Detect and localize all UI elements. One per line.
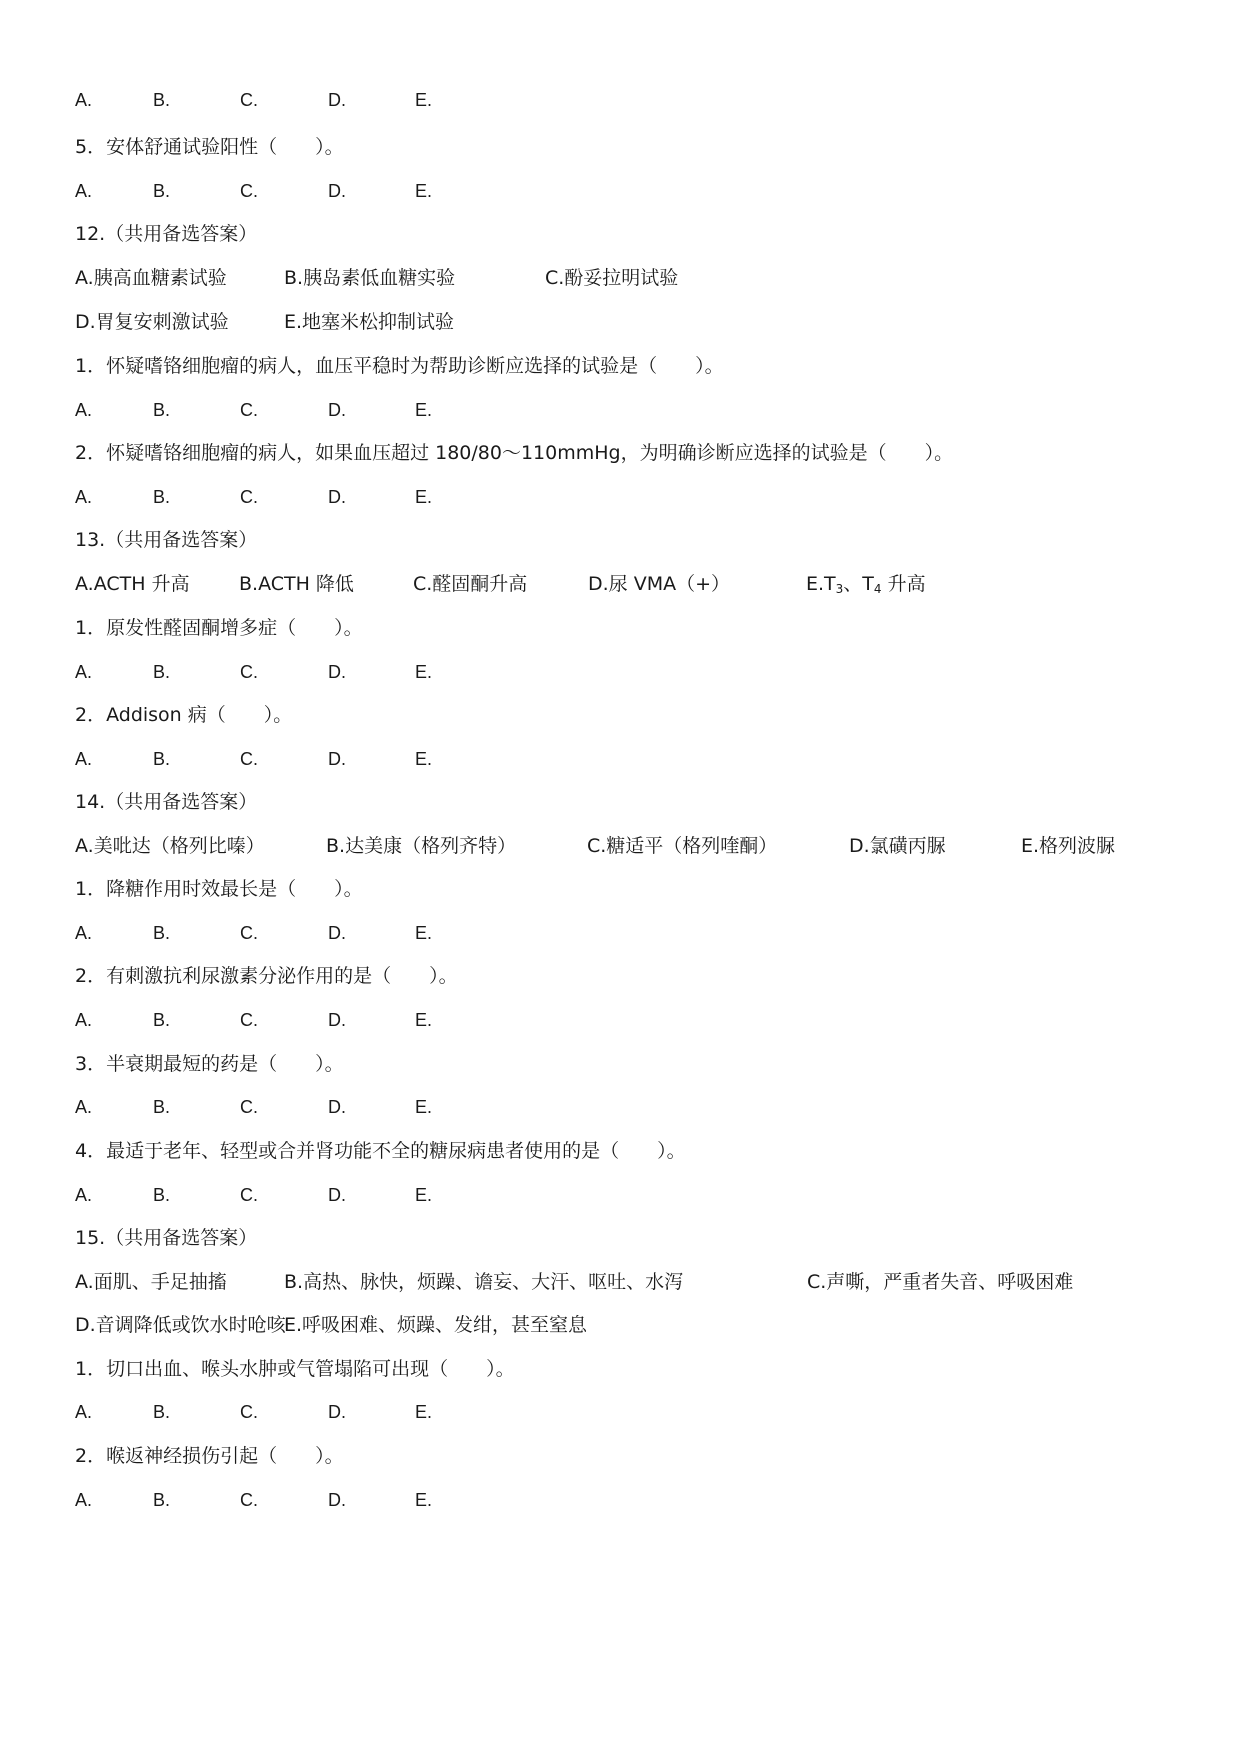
answer-option: B.高热、脉快，烦躁、谵妄、大汗、呕吐、水泻	[284, 1271, 684, 1293]
choice-option[interactable]: C.	[240, 662, 258, 682]
question-text: 15.（共用备选答案）	[75, 1227, 258, 1249]
line-options	[0, 263, 1241, 293]
line-choices	[0, 918, 1241, 948]
answer-option: B.达美康（格列齐特）	[326, 835, 517, 857]
choice-option[interactable]: C.	[240, 1010, 258, 1030]
choice-option[interactable]: B.	[153, 923, 171, 943]
choice-option[interactable]: E.	[415, 487, 433, 507]
answer-option: D.音调降低或饮水时呛咳	[75, 1314, 286, 1336]
line-q	[0, 132, 1241, 162]
choice-option[interactable]: B.	[153, 400, 171, 420]
line-q	[0, 219, 1241, 249]
question-text: 14.（共用备选答案）	[75, 791, 258, 813]
answer-option: A.美吡达（格列比嗪）	[75, 835, 265, 857]
choice-option[interactable]: A.	[75, 923, 93, 943]
answer-option: B.ACTH 降低	[239, 573, 354, 595]
answer-option: A.ACTH 升高	[75, 573, 190, 595]
choice-option[interactable]: D.	[328, 400, 346, 420]
choice-option[interactable]: A.	[75, 90, 93, 110]
choice-option[interactable]: C.	[240, 90, 258, 110]
choice-option[interactable]: E.	[415, 1490, 433, 1510]
line-choices	[0, 1485, 1241, 1515]
question-text: 2．有刺激抗利尿激素分泌作用的是（ ）。	[75, 965, 458, 987]
line-choices	[0, 176, 1241, 206]
choice-option[interactable]: D.	[328, 1097, 346, 1117]
subscript-4: 4	[873, 582, 882, 596]
choice-option[interactable]: B.	[153, 1010, 171, 1030]
choice-option[interactable]: E.	[415, 400, 433, 420]
line-q	[0, 700, 1241, 730]
choice-option[interactable]: C.	[240, 749, 258, 769]
question-text: 1．原发性醛固酮增多症（ ）。	[75, 617, 363, 639]
choice-option[interactable]: C.	[240, 923, 258, 943]
choice-option[interactable]: A.	[75, 1097, 93, 1117]
line-options	[0, 307, 1241, 337]
answer-option: D.尿 VMA（+）	[588, 573, 731, 595]
line-choices	[0, 395, 1241, 425]
line-q	[0, 961, 1241, 991]
question-text: 1．切口出血、喉头水肿或气管塌陷可出现（ ）。	[75, 1358, 515, 1380]
line-choices	[0, 1092, 1241, 1122]
line-choices	[0, 657, 1241, 687]
choice-option[interactable]: E.	[415, 181, 433, 201]
line-options	[0, 1310, 1241, 1340]
question-text: 3．半衰期最短的药是（ ）。	[75, 1053, 344, 1075]
choice-option[interactable]: B.	[153, 181, 171, 201]
answer-option: C.酚妥拉明试验	[545, 267, 679, 289]
answer-option: C.醛固酮升高	[413, 573, 528, 595]
line-choices	[0, 744, 1241, 774]
choice-option[interactable]: B.	[153, 487, 171, 507]
choice-option[interactable]: D.	[328, 1010, 346, 1030]
answer-option: A.胰高血糖素试验	[75, 267, 227, 289]
answer-option: E.呼吸困难、烦躁、发绀，甚至窒息	[284, 1314, 588, 1336]
answer-option: C.声嘶，严重者失音、呼吸困难	[807, 1271, 1074, 1293]
question-text: 13.（共用备选答案）	[75, 529, 258, 551]
choice-option[interactable]: E.	[415, 1402, 433, 1422]
choice-option[interactable]: E.	[415, 90, 433, 110]
choice-option[interactable]: E.	[415, 1097, 433, 1117]
question-text: 2．怀疑嗜铬细胞瘤的病人，如果血压超过 180/80～110mmHg，为明确诊断应选择的试验是（ ）。	[75, 442, 954, 464]
choice-option[interactable]: D.	[328, 1185, 346, 1205]
line-q	[0, 1049, 1241, 1079]
answer-option: B.胰岛素低血糖实验	[284, 267, 456, 289]
line-choices	[0, 1005, 1241, 1035]
choice-option[interactable]: B.	[153, 1097, 171, 1117]
choice-option[interactable]: B.	[153, 662, 171, 682]
line-options13	[0, 569, 1241, 599]
choice-option[interactable]: A.	[75, 1490, 93, 1510]
choice-option[interactable]: D.	[328, 1402, 346, 1422]
choice-option[interactable]: D.	[328, 749, 346, 769]
choice-option[interactable]: A.	[75, 749, 93, 769]
answer-option-e: $E.T_3$、$T_4$ 升高	[806, 573, 926, 596]
choice-option[interactable]: D.	[328, 1490, 346, 1510]
line-q	[0, 1354, 1241, 1384]
choice-option[interactable]: A.	[75, 181, 93, 201]
choice-option[interactable]: C.	[240, 1490, 258, 1510]
line-choices	[0, 1180, 1241, 1210]
question-text: 4．最适于老年、轻型或合并肾功能不全的糖尿病患者使用的是（ ）。	[75, 1140, 686, 1162]
choice-option[interactable]: D.	[328, 181, 346, 201]
question-text: 2．喉返神经损伤引起（ ）。	[75, 1445, 344, 1467]
choice-option[interactable]: C.	[240, 1185, 258, 1205]
line-q	[0, 438, 1241, 468]
choice-option[interactable]: B.	[153, 1185, 171, 1205]
choice-option[interactable]: E.	[415, 662, 433, 682]
choice-option[interactable]: A.	[75, 1185, 93, 1205]
question-text: 5．安体舒通试验阳性（ ）。	[75, 136, 344, 158]
line-choices	[0, 85, 1241, 115]
choice-option[interactable]: E.	[415, 923, 433, 943]
line-q	[0, 351, 1241, 381]
choice-option[interactable]: B.	[153, 1490, 171, 1510]
question-text: 12.（共用备选答案）	[75, 223, 258, 245]
choice-option[interactable]: E.	[415, 749, 433, 769]
question-text: 1．降糖作用时效最长是（ ）。	[75, 878, 363, 900]
line-q	[0, 874, 1241, 904]
answer-option: A.面肌、手足抽搐	[75, 1271, 227, 1293]
answer-option: E.地塞米松抑制试验	[284, 311, 455, 333]
choice-option[interactable]: D.	[328, 90, 346, 110]
line-q	[0, 787, 1241, 817]
line-q	[0, 1223, 1241, 1253]
answer-option: D.胃复安刺激试验	[75, 311, 229, 333]
choice-option[interactable]: A.	[75, 1010, 93, 1030]
line-options	[0, 831, 1241, 861]
choice-option[interactable]: B.	[153, 90, 171, 110]
choice-option[interactable]: A.	[75, 487, 93, 507]
answer-option: D.氯磺丙脲	[849, 835, 946, 857]
choice-option[interactable]: C.	[240, 1097, 258, 1117]
line-q	[0, 1136, 1241, 1166]
line-choices	[0, 482, 1241, 512]
choice-option[interactable]: D.	[328, 923, 346, 943]
subscript-3: 3	[835, 582, 844, 596]
line-choices	[0, 1397, 1241, 1427]
choice-option[interactable]: C.	[240, 400, 258, 420]
choice-option[interactable]: C.	[240, 181, 258, 201]
choice-option[interactable]: B.	[153, 749, 171, 769]
question-text: 2．Addison 病（ ）。	[75, 704, 293, 726]
line-q	[0, 613, 1241, 643]
choice-option[interactable]: A.	[75, 662, 93, 682]
line-options	[0, 1267, 1241, 1297]
choice-option[interactable]: B.	[153, 1402, 171, 1422]
choice-option[interactable]: C.	[240, 487, 258, 507]
answer-option: C.糖适平（格列喹酮）	[587, 835, 778, 857]
line-q	[0, 1441, 1241, 1471]
choice-option[interactable]: E.	[415, 1010, 433, 1030]
choice-option[interactable]: D.	[328, 662, 346, 682]
choice-option[interactable]: C.	[240, 1402, 258, 1422]
line-q	[0, 525, 1241, 555]
choice-option[interactable]: A.	[75, 1402, 93, 1422]
question-text: 1．怀疑嗜铬细胞瘤的病人，血压平稳时为帮助诊断应选择的试验是（ ）。	[75, 355, 724, 377]
answer-option: E.格列波脲	[1021, 835, 1116, 857]
choice-option[interactable]: E.	[415, 1185, 433, 1205]
choice-option[interactable]: D.	[328, 487, 346, 507]
choice-option[interactable]: A.	[75, 400, 93, 420]
